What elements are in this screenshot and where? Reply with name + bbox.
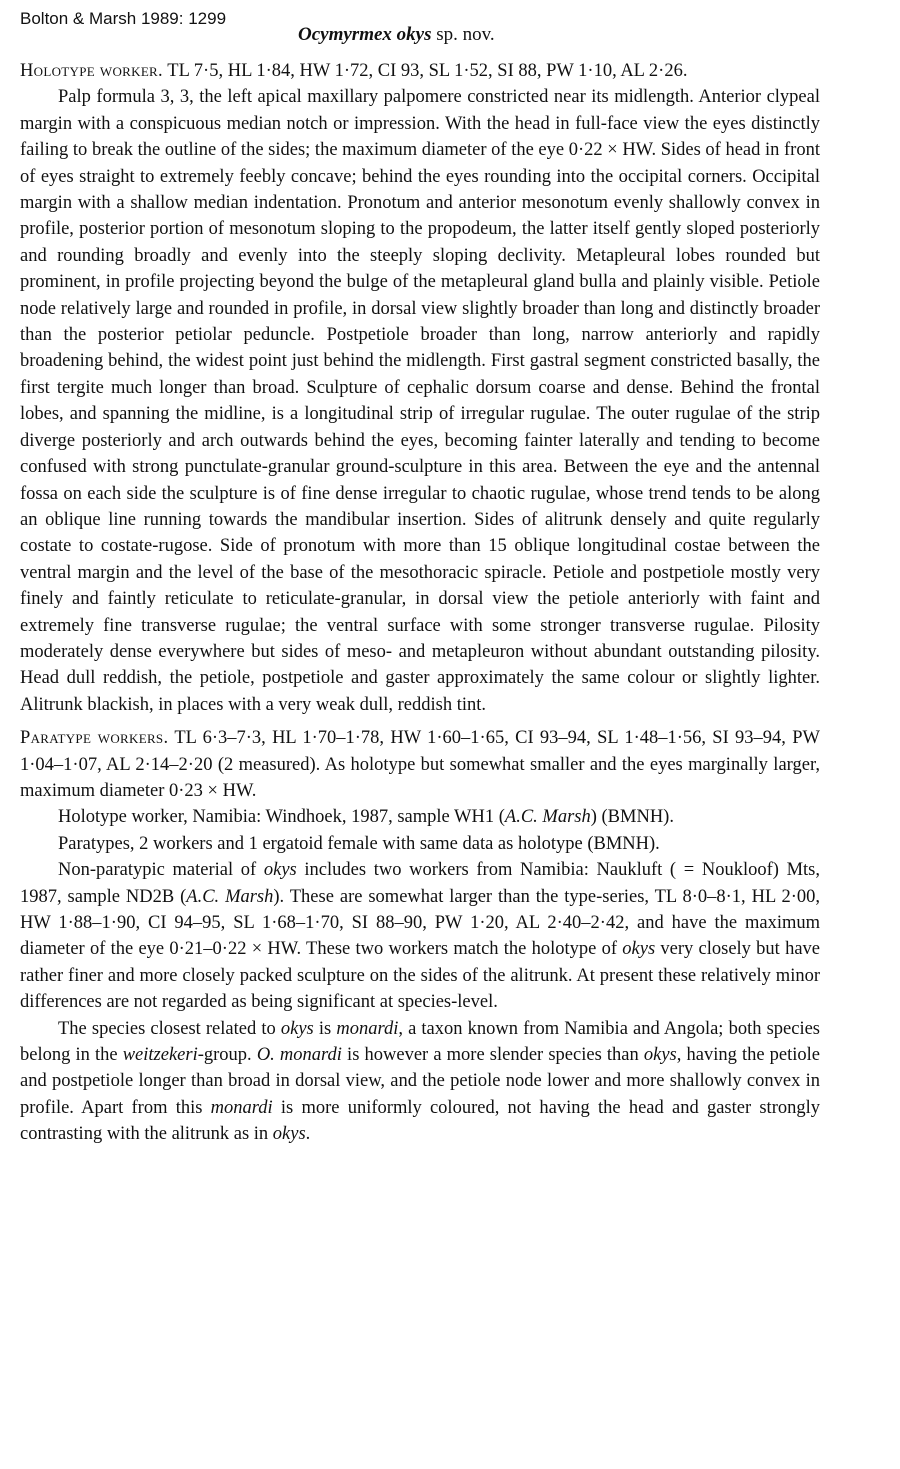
text-run: is however a more slender species than xyxy=(341,1045,644,1066)
text-run: ). These are somewhat larger than the type-series, TL 8·0–8·1, HL 2·00, HW 1·88–1·90, CI 94–95, SL 1·68–1·70, SI 88–90, PW 1·20, AL 2·40–2·42, and have the maximum diameter of the eye 0·21–0·22 × HW. These two workers match the holotype of xyxy=(20,886,821,960)
nonparatypic-paragraph xyxy=(20,857,820,1015)
page-body xyxy=(20,58,820,1148)
species-ref: monardi xyxy=(336,1018,399,1039)
text-run: Non-paratypic material of xyxy=(58,860,264,881)
text-run: , a taxon known from Namibia and Angola; both species belong in the xyxy=(20,1018,820,1066)
text-run: -group. xyxy=(197,1045,257,1066)
species-suffix: sp. nov. xyxy=(436,24,495,45)
text-run: is xyxy=(313,1018,337,1039)
locality-text: Holotype worker, Namibia: Windhoek, 1987, sample WH1 ( xyxy=(58,807,505,828)
text-run: The species closest related to xyxy=(58,1018,281,1039)
holotype-locality-paragraph xyxy=(20,804,820,830)
species-ref: O. monardi xyxy=(256,1045,342,1066)
paratype-label: Paratype workers. xyxy=(20,728,169,749)
species-name: Ocymyrmex okys xyxy=(298,24,432,45)
species-ref: okys xyxy=(643,1045,677,1066)
holotype-label: Holotype worker. xyxy=(20,61,163,81)
text-run: very closely but have rather finer and more closely packed sculpture on the sides of the alitrunk. At present these relatively minor differences are not regarded as being significant at species-level. xyxy=(20,939,820,1013)
paratypes-note-paragraph: Paratypes, 2 workers and 1 ergatoid female with same data as holotype (BMNH). xyxy=(58,833,660,854)
text-run: includes two workers from Namibia: Naukluft ( = Noukloof) Mts, 1987, sample ND2B ( xyxy=(20,860,821,907)
paratype-text: TL 6·3–7·3, HL 1·70–1·78, HW 1·60–1·65, CI 93–94, SL 1·48–1·56, SI 93–94, PW 1·04–1·07, AL 2·14–2·20 (2 measured). As holotype but somewhat smaller and the eyes marginally larger, maximum diameter 0·23 × HW. xyxy=(20,728,820,801)
collector-name: A.C. Marsh xyxy=(186,886,274,907)
text-run: . xyxy=(305,1124,311,1145)
group-ref: weitzekeri xyxy=(122,1045,198,1066)
locality-end: ) (BMNH). xyxy=(590,807,674,828)
text-run: is more uniformly coloured, not having the head and gaster strongly contrasting with the alitrunk as in xyxy=(20,1097,820,1145)
species-title xyxy=(298,24,495,46)
species-ref: monardi xyxy=(210,1097,273,1118)
citation: Bolton & Marsh 1989: 1299 xyxy=(20,9,227,28)
collector-name: A.C. Marsh xyxy=(504,807,591,828)
text-run: , having the petiole and postpetiole longer than broad in dorsal view, and the petiole node lower and more shallowly convex in profile. Apart from this xyxy=(20,1045,821,1118)
description-paragraph: Palp formula 3, 3, the left apical maxillary palpomere constricted near its midlength. Anterior clypeal margin with a conspicuous median notch or impression. With the head in full-face view the eyes distinctly failing to break the outline of the sides; the maximum diameter of the eye 0·22 × HW. Sides of head in front of eyes straight to extremely feebly concave; behind the eyes rounding into the occipital corners. Occipital margin with a shallow median indentation. Pronotum and anterior mesonotum evenly shallowly convex in profile, posterior portion of mesonotum sloping to the propodeum, the latter itself gently sloped posteriorly and rounding broadly and evenly into the steeply sloping declivity. Metapleural lobes rounded but prominent, in profile projecting beyond the bulge of the metapleural gland bulla and plainly visible. Petiole node relatively large and rounded in profile, in dorsal view slightly broader than long and distinctly broader than the posterior petiolar peduncle. Postpetiole broader than long, narrow anteriorly and rapidly broadening behind, the widest point just behind the midlength. First gastral segment constricted basally, the first tergite much longer than broad. Sculpture of cephalic dorsum coarse and dense. Behind the frontal lobes, and spanning the midline, is a longitudinal strip of irregular rugulae. The outer rugulae of the strip diverge posteriorly and arch outwards behind the eyes, becoming fainter laterally and tending to become confused with strong punctulate-granular ground-sculpture in this area. Between the eye and the antennal fossa on each side the sculpture is of fine dense irregular to chaotic rugulae, whose trend tends to be along an oblique line running towards the mandibular insertion. Sides of alitrunk densely and quite regularly costate to costate-rugose. Side of pronotum with more than 15 oblique longitudinal costae between the ventral margin and the level of the base of the mesothoracic spiracle. Petiole and postpetiole mostly very finely and faintly reticulate to reticulate-granular, in dorsal view the petiole anteriorly with faint and extremely fine transverse rugulae; the ventral surface with some stronger transverse rugulae. Pilosity moderately dense everywhere but sides of meso- and metapleuron without abundant outstanding pilosity. Head dull reddish, the petiole, postpetiole and gaster approximately the same colour or slightly lighter. Alitrunk blackish, in places with a very weak dull, reddish tint. xyxy=(20,87,820,715)
holotype-values: TL 7·5, HL 1·84, HW 1·72, CI 93, SL 1·52, SI 88, PW 1·10, AL 2·26. xyxy=(167,61,688,81)
paratype-paragraph xyxy=(20,725,820,804)
species-ref: okys xyxy=(622,939,656,960)
species-ref: okys xyxy=(280,1018,314,1039)
species-ref: okys xyxy=(263,860,297,881)
species-ref: okys xyxy=(272,1124,306,1145)
comparison-paragraph xyxy=(20,1016,820,1148)
holotype-measurements xyxy=(20,58,820,84)
